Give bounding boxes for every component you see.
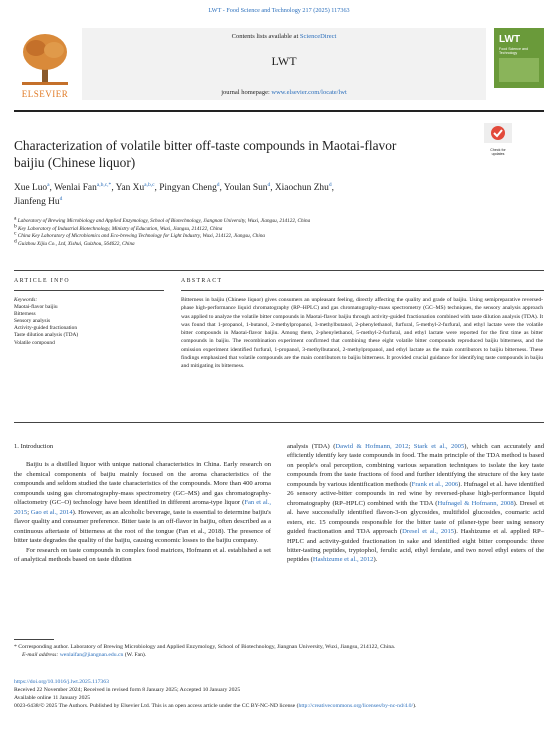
masthead-box [82, 28, 486, 100]
body-right-column [287, 442, 544, 565]
journal-name: LWT [271, 54, 297, 68]
divider [14, 270, 544, 271]
keyword: Volatile compound [14, 339, 55, 346]
citation-link[interactable]: Hufnagel & Hofmann, 2008 [437, 499, 514, 507]
header-rule [14, 110, 544, 112]
journal-cover: LWT Food Science and Technology [494, 28, 544, 88]
corresponding-author-note: * Corresponding author. Laboratory of Brewing Microbiology and Applied Enzymology, School of Biotechnology, Jiangnan University, Wuxi, Jiangsu, 214122, China. [14, 644, 396, 650]
paragraph: Baijiu is a distilled liquor with unique national characteristics in China. Early research on the chemical components of baijiu mainly focused on the aroma characteristics of the compounds and seldom studied the taste characteristics of the compounds. More than 400 aroma compounds using gas chromatography-mass spectrometry (GC–MS) and gas chromatography-olfactometry (GC–O) technology have been identified in different aroma-type liquor (Fan et al., 2015; Gao et al., 2014). However, as an alcoholic beverage, taste is essential to determine baijiu's flavor quality and consumer preference. Bitter taste is an off-flavor in baijiu, often described as a continuous aftertaste of bitterness at the root of the tongue (Fan et al., 2018). The presence of bitter taste degrades the quality of the baijiu, causing economic losses to the baijiu company. [14, 461, 271, 545]
article-info-heading: ARTICLE INFO [14, 278, 70, 284]
elsevier-logo [14, 28, 76, 102]
citation-link[interactable]: Dresel et al., 2015 [402, 528, 455, 536]
citation-link[interactable]: Fan et al., 2015 [14, 499, 271, 516]
affiliation: $^c$ China Key Laboratory of Microbiomics and Eco-brewing Technology for Light Industry, Wuxi, 214122, Jiangsu, China [14, 230, 266, 240]
paragraph: For research on taste compounds in complex food matrices, Hofmann et al. established a set of analytical methods based on taste dilution [14, 546, 271, 563]
email-link[interactable]: wenlaifan@jiangnan.edu.cn [59, 652, 124, 659]
divider [14, 290, 164, 291]
affiliation: $^a$ Laboratory of Brewing Microbiology and Applied Enzymology, School of Biotechnology, Jiangnan University, Wuxi, Jiangsu, 214122, China [14, 215, 311, 224]
keyword: Sensory analysis [14, 318, 51, 325]
homepage-line: journal homepage: www.elsevier.com/locate/lwt [221, 89, 347, 96]
keyword: Bitterness [14, 311, 36, 318]
divider [181, 290, 544, 291]
crossmark-badge[interactable]: Check for updates [484, 123, 512, 151]
keyword: Activity-guided fractionation [14, 325, 78, 332]
author: Wenlai Fan$^{a,b,c,*}$ [54, 181, 112, 193]
author: Yan Xu$^{a,b,c}$ [115, 181, 155, 193]
citation-link[interactable]: Hashizume et al., 2012 [312, 556, 374, 564]
author: Xue Luo$^a$ [14, 181, 50, 193]
author: Xiaochun Zhu$^d$ [274, 181, 332, 193]
abstract-text: Bitterness in baijiu (Chinese liquor) gives consumers an unpleasant feeling, directly affecting the quality and grade of baijiu. Using semipreparative reversed-phase high-performance liquid chromatography (RP–HPLC) and gas chromatography-mass spectrometry (GC–MS) techniques, the sensory analysis approach was applied to analyze the volatile bitter compounds in Maotai-flavor baijiu through activity-guided fractionation combined with taste dilution analysis (TDA). It was found that 1-propanol, 1-butanol, 2-methylpropanol, 3-methylbutanol, 2-phenylethanol, furfural, 5-methyl-2-furfural, and ethyl lactate were the volatile bitter compounds in Maotai-flavor baijiu. Among them, 2-phenylethanol, 5-methyl-2-furfural, and ethyl lactate were reported for the first time as bitter compounds in baijiu. The recombination experiment confirmed that combining these eight volatile bitter compounds reproduced baijiu bitterness, and the omission experiment identified furfural, 1-propanol, 3-methylbutanol, 2-methylpropanol, and ethyl lactate as the main contributors to baijiu bitterness. These findings emphasized that volatile compounds are the main contributors to baijiu bitterness. It provided crucial guidance for identifying taste compounds in baijiu and mitigating its bitterness. [181, 297, 543, 369]
abstract-heading: ABSTRACT [181, 278, 223, 284]
received-dates: Received 22 November 2024; Received in revised form 8 January 2025; Accepted 10 January 2025 [14, 686, 241, 693]
author: Pingyan Cheng$^d$ [159, 181, 220, 193]
keyword: Maotai-flavor baijiu [14, 304, 58, 311]
author: Jianfeng Hu$^d$ [14, 195, 63, 207]
citation-link[interactable]: Stark et al., 2005 [413, 443, 465, 450]
publisher-name: ELSEVIER [21, 89, 69, 99]
keywords-block [14, 297, 164, 347]
journal-reference[interactable]: LWT - Food Science and Technology 217 (2025) 117363 [208, 7, 350, 14]
email-line: E-mail address: wenlaifan@jiangnan.edu.cn (W. Fan). [22, 652, 147, 659]
license-link[interactable]: http://creativecommons.org/licenses/by-nc-nd/4.0/ [298, 702, 414, 709]
keywords-label: Keywords: [14, 297, 38, 303]
author-list: Xue Luo$^a$, Wenlai Fan$^{a,b,c,*}$, Yan Xu$^{a,b,c}$, Pingyan Cheng$^d$, Youlan Sun$^d$, Xiaochun Zhu$^d$, Jianfeng Hu$^d$ [14, 181, 334, 207]
footnote [14, 643, 544, 659]
sciencedirect-link[interactable]: ScienceDirect [299, 33, 337, 40]
citation-link[interactable]: Gao et al., 2014 [30, 508, 73, 516]
affiliations [14, 215, 534, 249]
available-online: Available online 11 January 2025 [14, 694, 91, 701]
citation-link[interactable]: Frank et al., 2006 [411, 480, 459, 488]
paragraph: analysis (TDA) (Dawid & Hofmann, 2012; Stark et al., 2005), which can accurately and efficiently identify key taste compounds in food. The main principle of the TDA method is based on people's oral perception, combining various separation techniques to isolate the key taste compounds from the taste fractions of food and further identifying the structure of the key taste compounds by various identification methods (Frank et al., 2006). Hufnagel et al. have identified 26 sensory active-bitter compounds in red wine by reversed-phase high-performance liquid chromatography (RP–HPLC) combined with the TDA (Hufnagel & Hofmann, 2008). Dresel et al. have successfully identified flavon-3-on glycosides, multifidol glucosides, coumaric acid esters, etc. 15 compounds responsible for the bitter taste of pilsner-type beer using sensory guided fractionation and TDA approach (Dresel et al., 2015). Hashizume et al. applied RP–HPLC and activity-guided fractionation in sake and identified eight bitter compounds: three bitter-tasting peptides, tryptophol, ferulic acid, ethyl ferulate, and two novel ethyl esters of the peptides (Hashizume et al., 2012). [287, 443, 545, 564]
doi-link[interactable]: https://doi.org/10.1016/j.lwt.2025.117363 [14, 679, 109, 685]
body-left-column [14, 442, 271, 564]
section-heading: 1. Introduction [14, 443, 54, 450]
homepage-link[interactable]: www.elsevier.com/locate/lwt [271, 89, 347, 96]
affiliation: $^d$ Guizhou Xijiu Co., Ltd, Xishui, Guizhou, 564622, China [14, 238, 135, 248]
article-title: Characterization of volatile bitter off-taste compounds in Maotai-flavor baijiu (Chinese liquor) [14, 138, 397, 170]
crossmark-icon [484, 123, 512, 143]
keyword: Taste dilution analysis (TDA) [14, 332, 79, 339]
journal-header [14, 28, 544, 102]
author: Youlan Sun$^d$ [223, 181, 271, 193]
contents-line: Contents lists available at ScienceDirect [231, 33, 337, 40]
article-metadata [14, 679, 544, 711]
citation-link[interactable]: Dawid & Hofmann, 2012 [335, 443, 409, 450]
footnote-rule [14, 639, 54, 640]
copyright-line: 0023-6438/© 2025 The Authors. Published by Elsevier Ltd. This is an open access article under the CC BY-NC-ND license (http://creativecommons.org/licenses/by-nc-nd/4.0/). [14, 702, 417, 709]
affiliation: $^b$ Key Laboratory of Industrial Biotechnology, Ministry of Education, Wuxi, Jiangsu, 214122, China [14, 222, 223, 232]
divider [14, 422, 544, 423]
